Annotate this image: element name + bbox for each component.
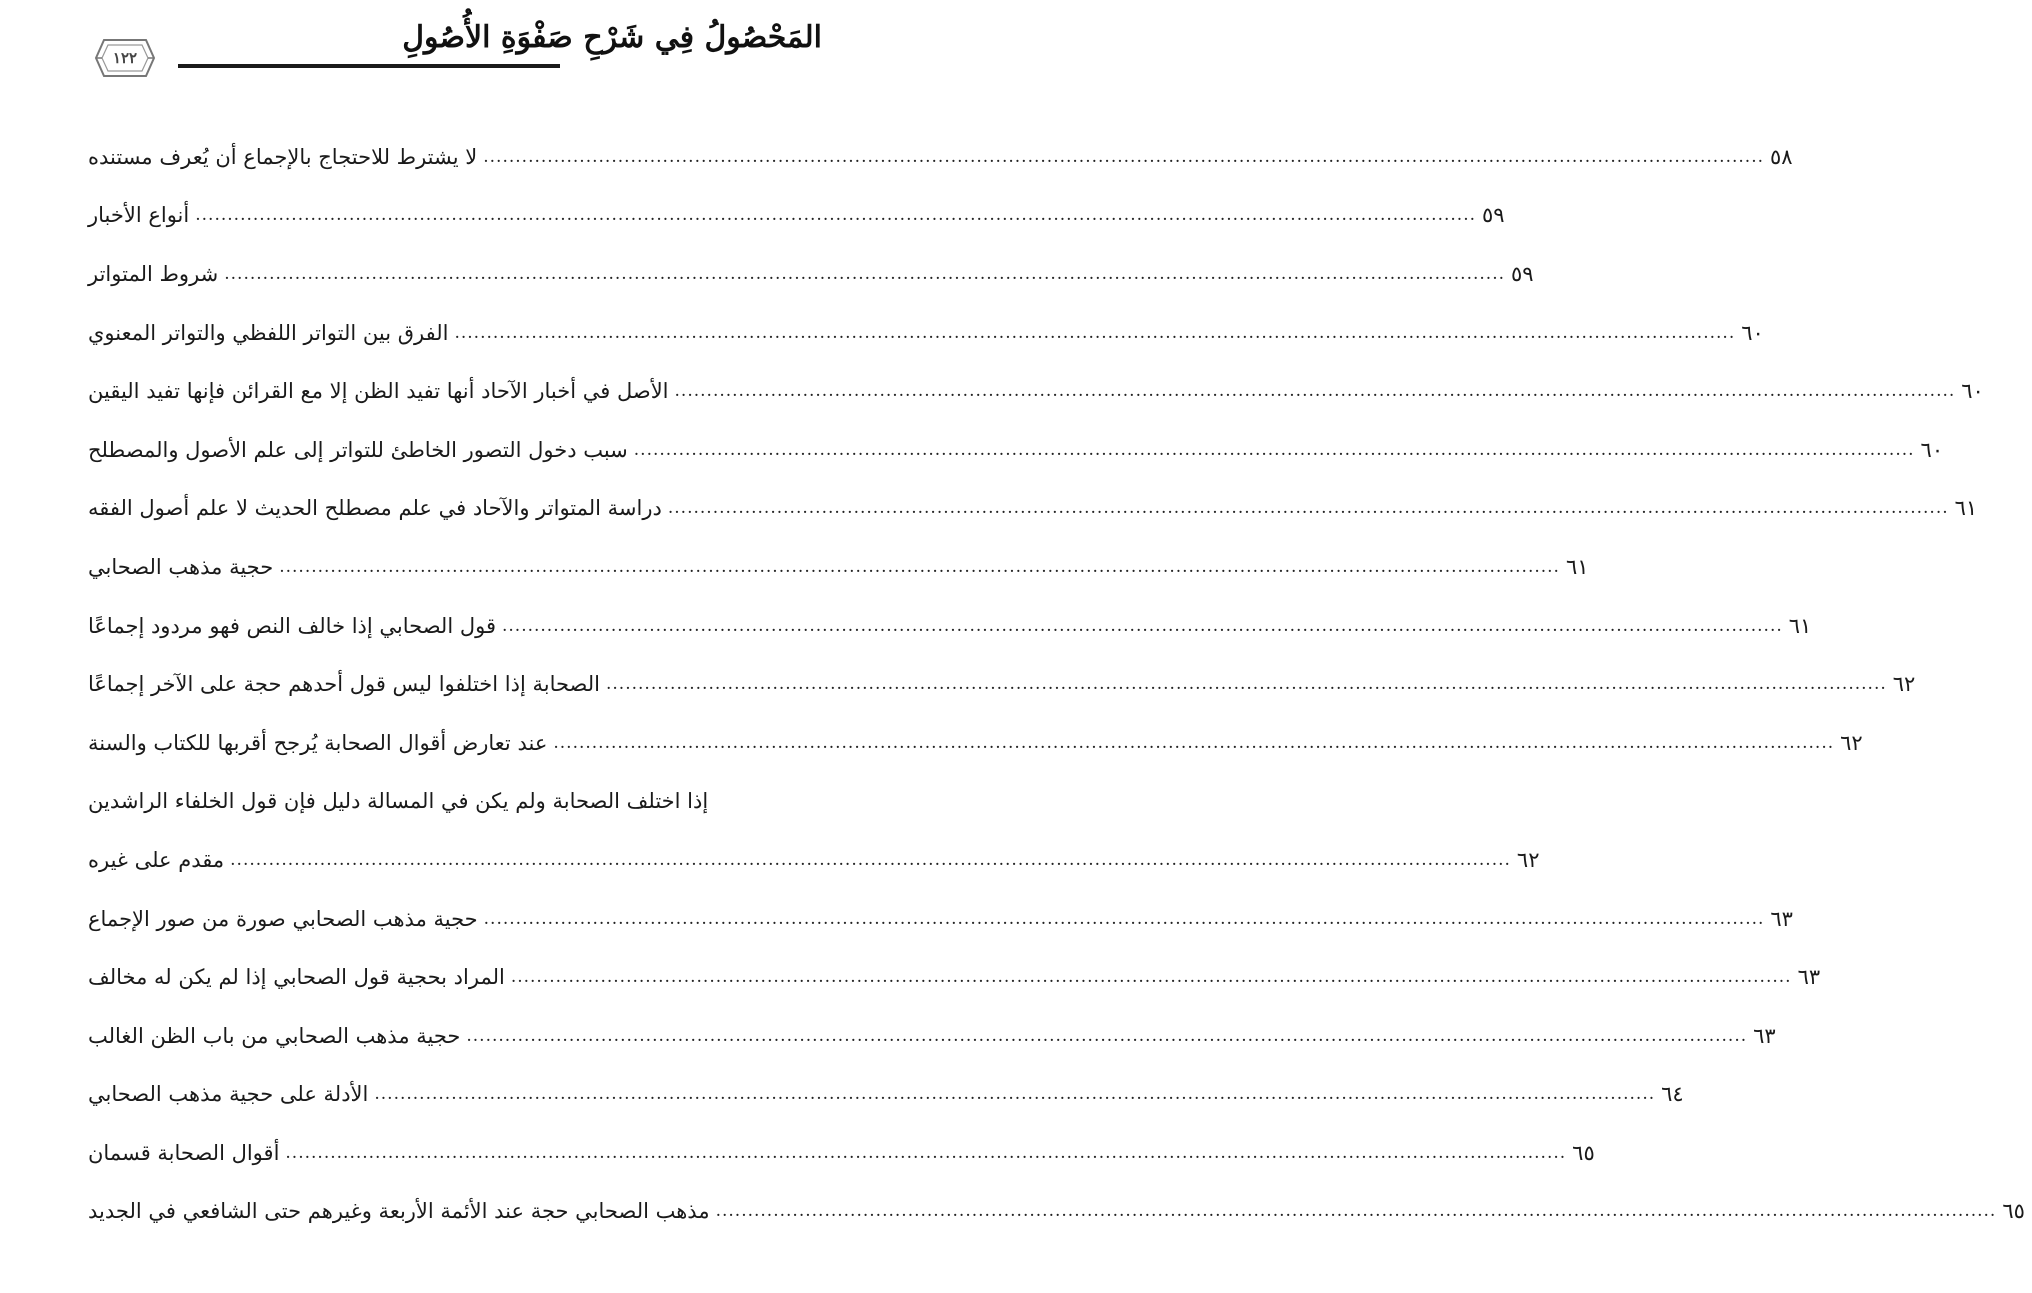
toc-entry-page: ٥٨ (1770, 144, 1793, 169)
toc-leader-dots: ........................................................................................................................................................................................................ (224, 263, 1506, 284)
toc-entry-title: حجية مذهب الصحابي (88, 554, 274, 579)
toc-entry (88, 1183, 2025, 1242)
toc-entry (88, 597, 1812, 656)
toc-entry-page: ٦٥ (2002, 1199, 2025, 1224)
toc-entry-title: عند تعارض أقوال الصحابة يُرجح أقربها للكتاب والسنة (88, 730, 548, 755)
toc-leader-dots: ........................................................................................................................................................................................................ (374, 1084, 1656, 1105)
toc-entry (88, 187, 1505, 246)
toc-entry-page: ٦٣ (1753, 1023, 1776, 1048)
toc-entry-page: ٦٢ (1892, 672, 1916, 697)
toc-leader-dots: ........................................................................................................................................................................................................ (553, 732, 1835, 753)
toc-entry-page: ٥٩ (1482, 203, 1505, 228)
toc-entry-page: ٦١ (1565, 554, 1589, 579)
toc-entry-page: ٦٥ (1572, 1140, 1595, 1165)
toc-entry-page: ٦٠ (1741, 320, 1764, 345)
toc-entry-title: دراسة المتواتر والآحاد في علم مصطلح الحديث لا علم أصول الفقه (88, 496, 662, 521)
toc-entry (88, 890, 1793, 949)
toc-entry-page: ٥٩ (1511, 261, 1534, 286)
toc-entry (88, 948, 1821, 1007)
toc-entry (88, 1007, 1776, 1066)
toc-entry (88, 1066, 1684, 1125)
toc-leader-dots: ........................................................................................................................................................................................................ (195, 205, 1477, 226)
toc-entry-title: المراد بحجية قول الصحابي إذا لم يكن له مخالف (88, 965, 505, 990)
toc-leader-dots: ........................................................................................................................................................................................................ (483, 908, 1765, 929)
toc-entry-title: أقوال الصحابة قسمان (88, 1140, 280, 1165)
toc-entry-title: الفرق بين التواتر اللفظي والتواتر المعنوي (88, 320, 449, 345)
toc-entry-title: إذا اختلف الصحابة ولم يكن في المسالة دليل فإن قول الخلفاء الراشدين (88, 789, 709, 814)
toc-entry-title: الأصل في أخبار الآحاد أنها تفيد الظن إلا مع القرائن فإنها تفيد اليقين (88, 379, 669, 404)
toc-entry-title: لا يشترط للاحتجاج بالإجماع أن يُعرف مستنده (88, 144, 478, 169)
toc-entry (88, 1124, 1595, 1183)
toc-leader-dots: ........................................................................................................................................................................................................ (466, 1025, 1748, 1046)
toc-leader-dots: ........................................................................................................................................................................................................ (454, 322, 1736, 343)
page-number: ١٢٢ (112, 49, 138, 67)
toc-entry-page: ٦١ (1954, 496, 1978, 521)
toc-entry (88, 304, 1764, 363)
toc-entry-title: الصحابة إذا اختلفوا ليس قول أحدهم حجة على الآخر إجماعًا (88, 672, 600, 697)
toc-entry-title: أنواع الأخبار (88, 203, 190, 228)
toc-entry-page: ٦٣ (1770, 906, 1793, 931)
toc-entry-title: مذهب الصحابي حجة عند الأئمة الأربعة وغيرهم حتى الشافعي في الجديد (88, 1199, 710, 1224)
toc-entry-page: ٦٤ (1661, 1082, 1684, 1107)
toc-entry (88, 480, 1978, 539)
toc-entry (88, 655, 1916, 714)
toc-entry (88, 128, 1793, 187)
toc-entry-page: ٦٢ (1516, 847, 1540, 872)
toc-leader-dots: ........................................................................................................................................................................................................ (633, 439, 1915, 460)
toc-leader-dots: ........................................................................................................................................................................................................ (279, 556, 1560, 577)
table-of-contents (88, 128, 2025, 1241)
toc-entry-title: سبب دخول التصور الخاطئ للتواتر إلى علم الأصول والمصطلح (88, 437, 628, 462)
header-rule (178, 64, 560, 68)
toc-entry (88, 245, 1534, 304)
toc-entry-page: ٦٠ (1920, 437, 1944, 462)
toc-entry (88, 421, 1944, 480)
toc-entry (88, 362, 1984, 421)
toc-entry-page: ٦٣ (1797, 965, 1821, 990)
book-title: المَحْصُولُ فِي شَرْحِ صَفْوَةِ الأُصُولِ (402, 20, 822, 55)
toc-leader-dots: ........................................................................................................................................................................................................ (715, 1201, 1997, 1222)
toc-leader-dots: ........................................................................................................................................................................................................ (230, 849, 1511, 870)
toc-leader-dots: ........................................................................................................................................................................................................ (483, 146, 1765, 167)
toc-entry-title: حجية مذهب الصحابي صورة من صور الإجماع (88, 906, 478, 931)
toc-entry (88, 714, 1863, 773)
toc-leader-dots: ........................................................................................................................................................................................................ (285, 1142, 1567, 1163)
page-number-badge (92, 36, 158, 80)
toc-leader-dots: ........................................................................................................................................................................................................ (674, 381, 1956, 402)
toc-entry (88, 538, 1589, 597)
toc-entry (88, 773, 828, 832)
toc-leader-dots: ........................................................................................................................................................................................................ (667, 498, 1949, 519)
toc-entry-page: ٦١ (1788, 613, 1812, 638)
toc-entry-page: ٦٠ (1961, 379, 1984, 404)
toc-entry-title: مقدم على غيره (88, 847, 225, 872)
toc-leader-dots: ........................................................................................................................................................................................................ (510, 967, 1792, 988)
toc-entry-title: قول الصحابي إذا خالف النص فهو مردود إجماعًا (88, 613, 496, 638)
toc-leader-dots: ........................................................................................................................................................................................................ (606, 674, 1887, 695)
toc-entry-title: الأدلة على حجية مذهب الصحابي (88, 1082, 369, 1107)
page-header (0, 0, 910, 110)
toc-entry-page: ٦٢ (1840, 730, 1863, 755)
toc-entry (88, 831, 1540, 890)
toc-entry-title: شروط المتواتر (88, 261, 219, 286)
toc-entry-title: حجية مذهب الصحابي من باب الظن الغالب (88, 1023, 461, 1048)
toc-leader-dots: ........................................................................................................................................................................................................ (501, 615, 1783, 636)
